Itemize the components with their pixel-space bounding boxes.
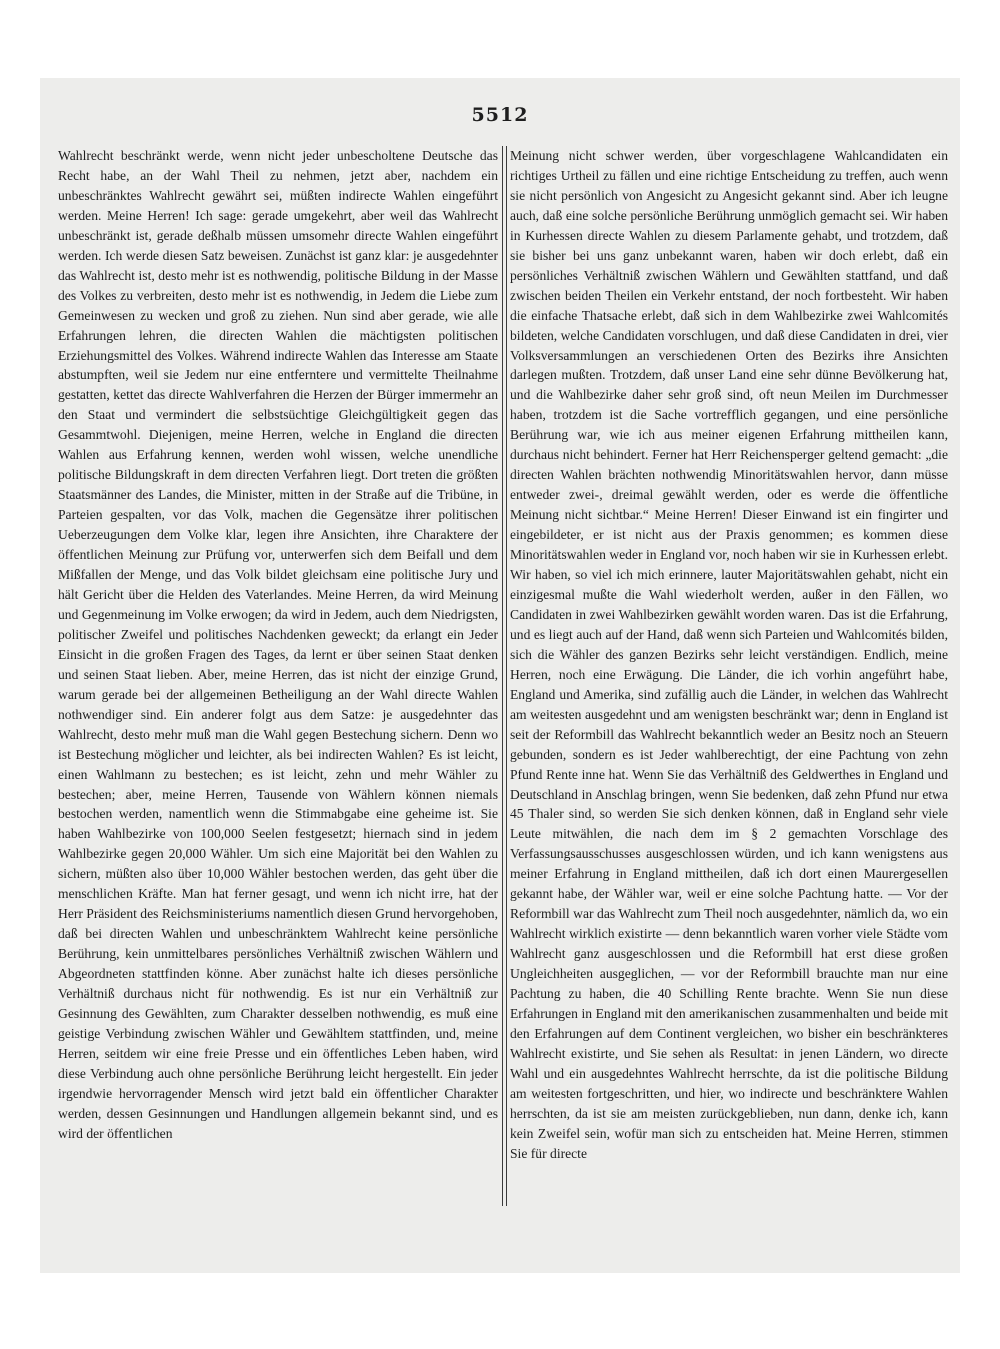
right-column	[510, 146, 948, 1164]
left-column	[58, 146, 498, 1144]
column-divider	[502, 146, 507, 1206]
scanned-page	[40, 78, 960, 1273]
left-column-text: Wahlrecht beschränkt werde, wenn nicht jeder unbescholtene Deutsche das Recht habe, an der Wahl Theil zu nehmen, jetzt aber, nachdem ein unbeschränktes Wahlrecht gewährt sei, müßten indirecte Wahlen eingeführt werden. Meine Herren! Ich sage: gerade umgekehrt, aber weil das Wahlrecht unbeschränkt ist, gerade deßhalb müssen umsomehr directe Wahlen eingeführt werden. Ich werde diesen Satz beweisen. Zunächst ist ganz klar: je ausgedehnter das Wahlrecht ist, desto mehr ist es nothwendig, politische Bildung in der Masse des Volkes zu verbreiten, desto mehr ist es nothwendig, in Jedem die Liebe zum Gemeinwesen zu wecken und groß zu ziehen. Nun sind aber gerade, wie alle Erfahrungen lehren, die directen Wahlen die mächtigsten politischen Erziehungsmittel des Volkes. Während indirecte Wahlen das Interesse am Staate abstumpften, weil sie Jedem nur eine entferntere und vermittelte Theilnahme gestatten, kettet das directe Wahlverfahren die Herzen der Bürger immermehr an den Staat und vermindert die selbstsüchtige Gleichgültigkeit gegen das Gesammtwohl. Diejenigen, meine Herren, welche in England die directen Wahlen aus Erfahrung kennen, werden wohl wissen, welche unendliche politische Bildungskraft in dem directen Verfahren liegt. Dort treten die größten Staatsmänner des Landes, die Minister, mitten in der Straße auf die Tribüne, in Parteien gespalten, vor das Volk, machen die Gegensätze ihrer politischen Ueberzeugungen dem Volke klar, legen ihre Ansichten, ihre Charaktere der öffentlichen Meinung zur Prüfung vor, unterwerfen sich dem Beifall und dem Mißfallen der Menge, und das Volk bildet gleichsam eine politische Jury und hält Gericht über die Helden des Vaterlandes. Meine Herren, da wird Meinung und Gegenmeinung im Volke erwogen; da wird in Jedem, auch dem Niedrigsten, politischer Zweifel und politisches Nachdenken geweckt; da erlangt ein Jeder Einsicht in die großen Fragen des Tages, da lernt er über seinen Staat denken und seinen Staat lieben. Aber, meine Herren, das ist nicht der einzige Grund, warum gerade bei der allgemeinen Betheiligung an der Wahl directe Wahlen nothwendiger sind. Ein anderer folgt aus dem Satze: je ausgedehnter das Wahlrecht, desto mehr muß man die Wahl gegen Bestechung sichern. Denn wo ist Bestechung möglicher und leichter, als bei indirecten Wahlen? Es ist leicht, einen Wahlmann zu bestechen; es ist leicht, zehn und mehr Wähler zu bestechen; aber, meine Herren, Tausende von Wählern können niemals bestochen werden, namentlich wenn die Stimmabgabe eine geheime ist. Sie haben Wahlbezirke von 100,000 Seelen festgesetzt; hiernach sind in jedem Wahlbezirke gegen 20,000 Wähler. Um sich eine Majorität bei den Wahlen zu sichern, müßten also über 10,000 Wähler bestochen werden, das geht über die menschlichen Kräfte. Man hat ferner gesagt, und wenn ich nicht irre, hat der Herr Präsident des Reichsministeriums namentlich diesen Grund hervorgehoben, daß bei directen Wahlen und unbeschränktem Wahlrecht keine persönliche Berührung, kein unmittelbares persönliches Verhältniß zwischen Wählern und Abgeordneten stattfinden könne. Aber zunächst halte ich dieses persönliche Verhältniß durchaus nicht für nothwendig. Es ist nur ein Verhältniß zur Gesinnung des Gewählten, zum Charakter desselben nothwendig, es muß eine geistige Verbindung zwischen Wähler und Gewähltem stattfinden, und, meine Herren, seitdem wir eine freie Presse und ein öffentliches Leben haben, wird diese Verbindung auch ohne persönliche Berührung leicht hergestellt. Ein jeder irgendwie hervorragender Mensch wird jetzt bald ein öffentlicher Charakter werden, dessen Gesinnungen und Handlungen allgemein bekannt sind, und es wird der öffentlichen	[58, 148, 498, 1141]
page-number: 5512	[471, 104, 529, 126]
right-column-text: Meinung nicht schwer werden, über vorgeschlagene Wahlcandidaten ein richtiges Urtheil zu fällen und eine richtige Entscheidung zu treffen, auch wenn sie nicht persönlich von Angesicht zu Angesicht gekannt sind. Aber ich leugne auch, daß eine solche persönliche Berührung unmöglich gemacht sei. Wir haben in Kurhessen directe Wahlen zu diesem Parlamente gehabt, und trotzdem, daß sie bisher bei uns ganz unbekannt waren, haben wir doch erlebt, daß ein persönliches Verhältniß zwischen Wählern und Gewählten stattfand, und daß zwischen beiden Theilen ein Verkehr entstand, der noch fortbesteht. Wir haben die einfache Thatsache erlebt, daß sich in dem Wahlbezirke zwei Wahlcomités bildeten, welche Candidaten vorschlugen, und daß diese Candidaten in drei, vier Volksversammlungen an verschiedenen Orten des Bezirks ihre Ansichten darlegen mußten. Trotzdem, daß unser Land eine sehr dünne Bevölkerung hat, und die Wahlbezirke daher sehr groß sind, oft neun Meilen im Durchmesser haben, trotzdem ist die Sache vortrefflich gegangen, und eine persönliche Berührung war, wie ich aus meiner eigenen Erfahrung mittheilen kann, durchaus nicht behindert. Ferner hat Herr Reichensperger geltend gemacht: „die directen Wahlen brächten nothwendig Minoritätswahlen hervor, dann müsse entweder zwei-, dreimal gewählt werden, oder es werde die öffentliche Meinung nicht sichtbar.“ Meine Herren! Dieser Einwand ist ein fingirter und eingebildeter, er ist nicht aus der Praxis genommen; es kommen diese Minoritätswahlen weder in England vor, noch haben wir sie in Kurhessen erlebt. Wir haben, so viel ich mich erinnere, lauter Majoritätswahlen gehabt, nicht ein einzigesmal mußte die Wahl wiederholt werden, außer in den Fällen, wo Candidaten in zwei Wahlbezirken gewählt worden waren. Das ist die Erfahrung, und es liegt auch auf der Hand, daß wenn sich Parteien und Wahlcomités bilden, sich die Wähler des ganzen Bezirks sehr leicht verständigen. Endlich, meine Herren, noch eine Erwägung. Die Länder, die ich vorhin angeführt habe, England und Amerika, sind zufällig auch die Länder, in welchen das Wahlrecht am weitesten ausgedehnt und am wenigsten beschränkt war; denn in England ist seit der Reformbill das Wahlrecht bekanntlich weder an Besitz noch an Steuern gebunden, sondern es ist Jeder wahlberechtigt, der eine Pachtung von zehn Pfund Rente inne hat. Wenn Sie das Verhältniß des Geldwerthes in England und Deutschland in Anschlag bringen, wenn Sie bedenken, daß zehn Pfund nur etwa 45 Thaler sind, so werden Sie sich denken können, daß in England sehr viele Leute mitwählen, die nach dem im § 2 gemachten Vorschlage des Verfassungsausschusses ausgeschlossen würden, und ich kann wenigstens aus meiner Erfahrung in England mittheilen, daß ich dort einen Maurergesellen gekannt habe, der Wähler war, weil er eine solche Pachtung hatte. — Vor der Reformbill war das Wahlrecht zum Theil noch ausgedehnter, nämlich da, wo ein Wahlrecht wirklich existirte — denn bekanntlich waren vorher viele Städte vom Wahlrecht ganz ausgeschlossen und die Reformbill hat erst diese großen Ungleichheiten ausgeglichen, — vor der Reformbill brauchte man nur eine Pachtung zu haben, die 40 Schilling Rente brachte. Wenn Sie nun diese Erfahrungen in England mit den amerikanischen zusammenhalten und beide mit den Erfahrungen auf dem Continent vergleichen, wo bisher ein beschränkteres Wahlrecht existirte, und Sie sehen als Resultat: in jenen Ländern, wo directe Wahl und ein ausgedehntes Wahlrecht herrschte, da ist die politische Bildung am weitesten fortgeschritten, und hier, wo indirecte und beschränktere Wahlen herrschten, da ist sie am meisten zurückgeblieben, nun dann, denke ich, kann kein Zweifel sein, wofür man sich zu entscheiden hat. Meine Herren, stimmen Sie für directe	[510, 148, 948, 1161]
